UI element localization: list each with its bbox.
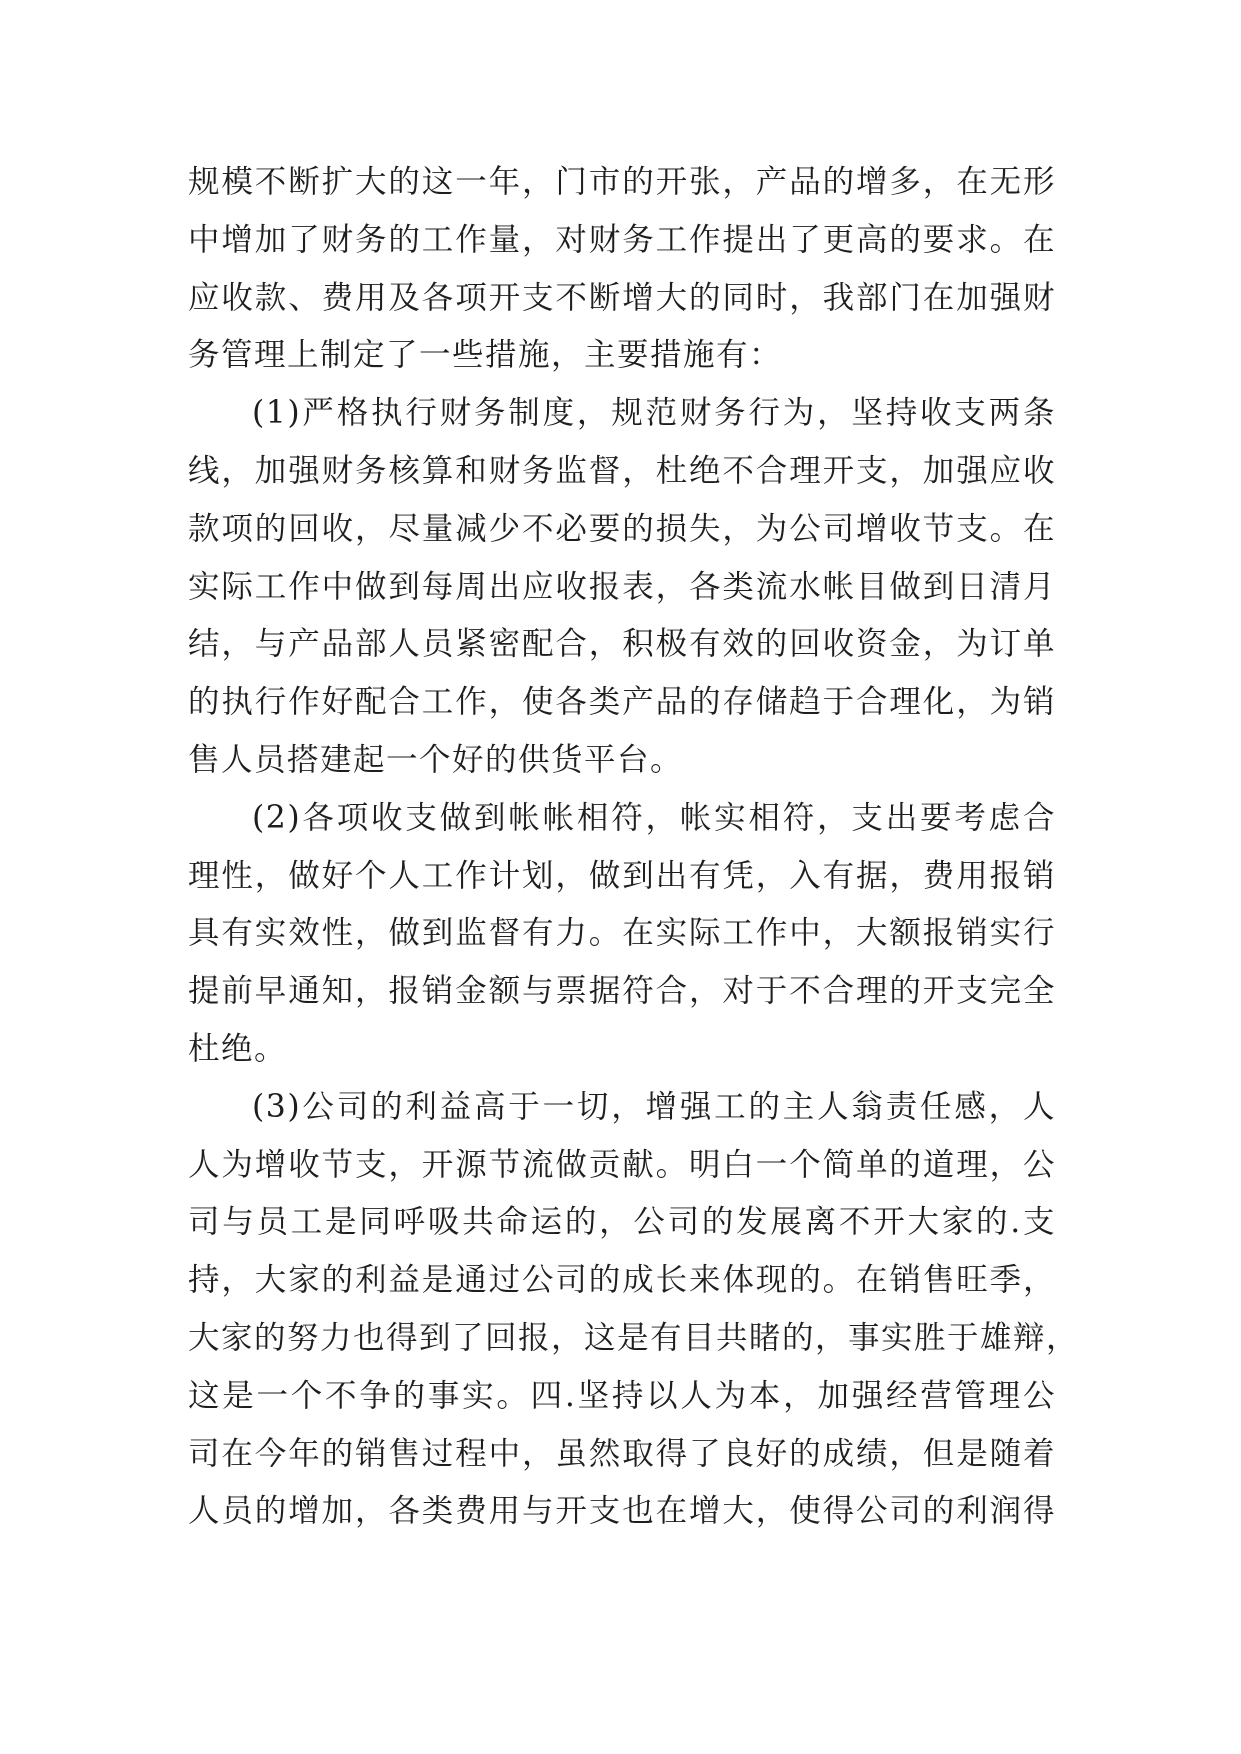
text-line: 提前早通知，报销金额与票据符合，对于不合理的开支完全	[188, 973, 1056, 1010]
text-line: 具有实效性，做到监督有力。在实际工作中，大额报销实行	[188, 915, 1056, 952]
text-line-paragraph-1-start: (1)严格执行财务制度，规范财务行为，坚持收支两条	[252, 395, 1056, 432]
text-line: 司与员工是同呼吸共命运的，公司的发展离不开大家的.支	[188, 1204, 1056, 1241]
text-line: 结，与产品部人员紧密配合，积极有效的回收资金，为订单	[188, 626, 1056, 663]
document-body	[188, 154, 1080, 1541]
text-line: 杜绝。	[188, 1030, 288, 1067]
text-line: 实际工作中做到每周出应收报表，各类流水帐目做到日清月	[188, 568, 1056, 605]
text-line: 售人员搭建起一个好的供货平台。	[188, 741, 684, 778]
text-line: 人员的增加，各类费用与开支也在增大，使得公司的利润得	[188, 1493, 1056, 1530]
text-line: 人为增收节支，开源节流做贡献。明白一个简单的道理，公	[188, 1146, 1056, 1183]
text-line: 款项的回收，尽量减少不必要的损失，为公司增收节支。在	[188, 510, 1056, 547]
text-line: 这是一个不争的事实。四.坚持以人为本，加强经营管理公	[188, 1377, 1056, 1414]
text-line: 线，加强财务核算和财务监督，杜绝不合理开支，加强应收	[188, 452, 1056, 489]
text-line: 务管理上制定了一些措施，主要措施有：	[188, 337, 783, 374]
text-line: 司在今年的销售过程中，虽然取得了良好的成绩，但是随着	[188, 1435, 1056, 1472]
text-line: 规模不断扩大的这一年，门市的开张，产品的增多，在无形	[188, 164, 1056, 200]
text-line-paragraph-2-start: (2)各项收支做到帐帐相符，帐实相符，支出要考虑合	[252, 799, 1056, 836]
text-line-paragraph-3-start: (3)公司的利益高于一切，增强工的主人翁责任感，人	[252, 1088, 1056, 1125]
text-line: 持，大家的利益是通过公司的成长来体现的。在销售旺季，	[188, 1262, 1056, 1299]
text-line: 中增加了财务的工作量，对财务工作提出了更高的要求。在	[188, 221, 1056, 258]
text-line: 大家的努力也得到了回报，这是有目共睹的，事实胜于雄辩，	[188, 1319, 1080, 1356]
text-line: 应收款、费用及各项开支不断增大的同时，我部门在加强财	[188, 279, 1056, 316]
text-line: 理性，做好个人工作计划，做到出有凭，入有据，费用报销	[188, 857, 1056, 894]
text-line: 的执行作好配合工作，使各类产品的存储趋于合理化，为销	[188, 684, 1056, 721]
